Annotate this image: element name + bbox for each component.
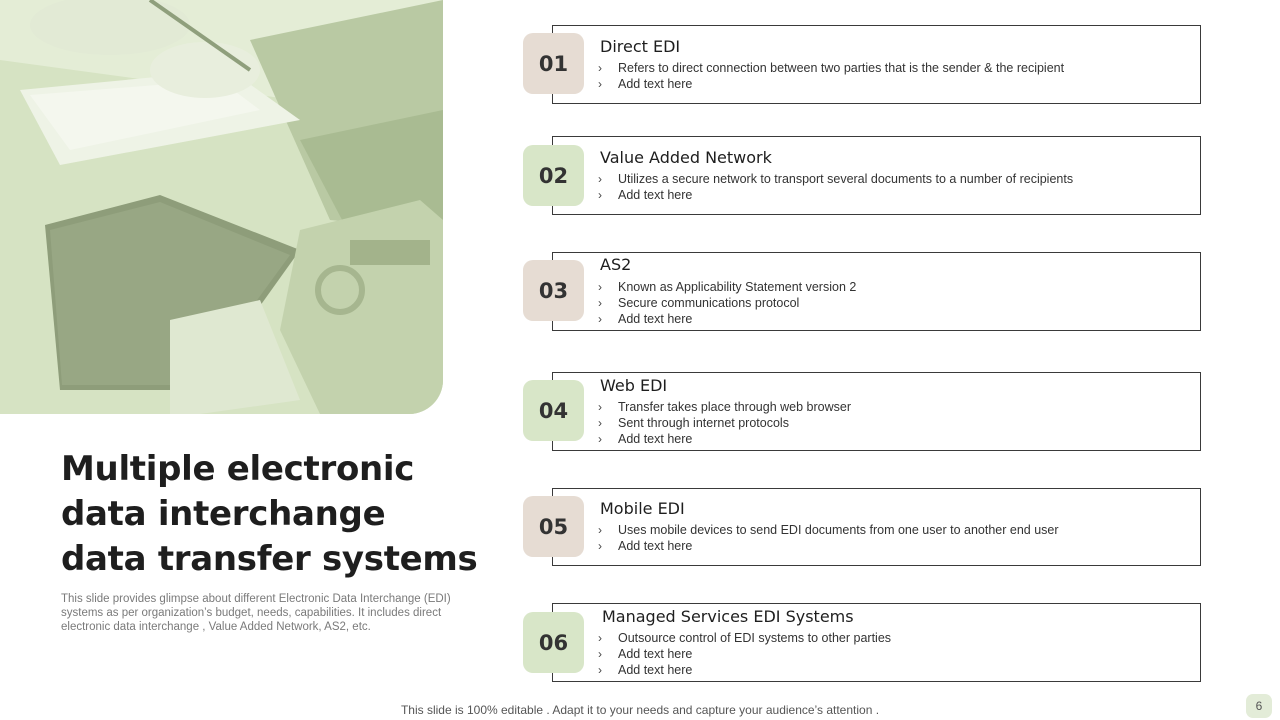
chevron-right-icon: › xyxy=(598,416,602,430)
item-bullets xyxy=(598,399,851,447)
bullet: › Sent through internet protocols xyxy=(598,416,789,430)
chevron-right-icon: › xyxy=(598,539,602,553)
edi-item-04 xyxy=(523,372,1203,452)
item-number-badge: 01 xyxy=(523,33,584,94)
bullet: › Add text here xyxy=(598,647,693,661)
bullet: › Add text here xyxy=(598,663,693,677)
bullet: › Add text here xyxy=(598,432,693,446)
chevron-right-icon: › xyxy=(598,296,602,310)
edi-item-02 xyxy=(523,136,1203,216)
hero-photo xyxy=(0,0,443,414)
chevron-right-icon: › xyxy=(598,647,602,661)
item-number-badge: 05 xyxy=(523,496,584,557)
item-number-badge: 06 xyxy=(523,612,584,673)
bullet: › Transfer takes place through web browser xyxy=(598,400,851,414)
item-bullets xyxy=(598,171,1073,203)
chevron-right-icon: › xyxy=(598,280,602,294)
chevron-right-icon: › xyxy=(598,432,602,446)
item-heading: Value Added Network xyxy=(600,148,772,167)
item-bullets xyxy=(598,279,856,327)
slide-title: Multiple electronic data interchange data transfer systems xyxy=(61,449,478,579)
item-heading: AS2 xyxy=(600,255,632,274)
slide-description: This slide provides glimpse about different Electronic Data Interchange (EDI) systems as per organization’s budget, needs, capabilities. It includes direct electronic data interchange , Value Added Network, AS2, etc. xyxy=(61,593,451,633)
bullet: › Add text here xyxy=(598,312,693,326)
item-heading: Managed Services EDI Systems xyxy=(602,607,854,626)
chevron-right-icon: › xyxy=(598,77,602,91)
page-number: 6 xyxy=(1246,694,1272,718)
item-bullets xyxy=(598,630,891,678)
item-number-badge: 03 xyxy=(523,260,584,321)
chevron-right-icon: › xyxy=(598,188,602,202)
bullet: › Refers to direct connection between two parties that is the sender & the recipient xyxy=(598,61,1065,75)
edi-item-03 xyxy=(523,252,1203,332)
bullet: › Outsource control of EDI systems to other parties xyxy=(598,631,892,645)
chevron-right-icon: › xyxy=(598,61,602,75)
chevron-right-icon: › xyxy=(598,400,602,414)
bullet: › Add text here xyxy=(598,77,693,91)
bullet: › Add text here xyxy=(598,188,693,202)
chevron-right-icon: › xyxy=(598,523,602,537)
chevron-right-icon: › xyxy=(598,663,602,677)
edi-item-06 xyxy=(523,603,1203,683)
edi-item-01 xyxy=(523,25,1203,105)
desk-scene-illustration xyxy=(0,0,443,414)
footer-note: This slide is 100% editable . Adapt it to your needs and capture your audience’s attention . xyxy=(400,703,880,717)
item-number-badge: 04 xyxy=(523,380,584,441)
bullet: › Known as Applicability Statement version 2 xyxy=(598,280,857,294)
chevron-right-icon: › xyxy=(598,172,602,186)
chevron-right-icon: › xyxy=(598,631,602,645)
bullet: › Add text here xyxy=(598,539,693,553)
item-heading: Direct EDI xyxy=(600,37,681,56)
item-heading: Mobile EDI xyxy=(600,499,685,518)
bullet: › Uses mobile devices to send EDI documents from one user to another end user xyxy=(598,523,1059,537)
item-heading: Web EDI xyxy=(600,376,668,395)
item-bullets xyxy=(598,60,1064,92)
bullet: › Secure communications protocol xyxy=(598,296,800,310)
bullet: › Utilizes a secure network to transport several documents to a number of recipients xyxy=(598,172,1074,186)
edi-item-05 xyxy=(523,488,1203,568)
chevron-right-icon: › xyxy=(598,312,602,326)
item-bullets xyxy=(598,522,1059,554)
item-number-badge: 02 xyxy=(523,145,584,206)
